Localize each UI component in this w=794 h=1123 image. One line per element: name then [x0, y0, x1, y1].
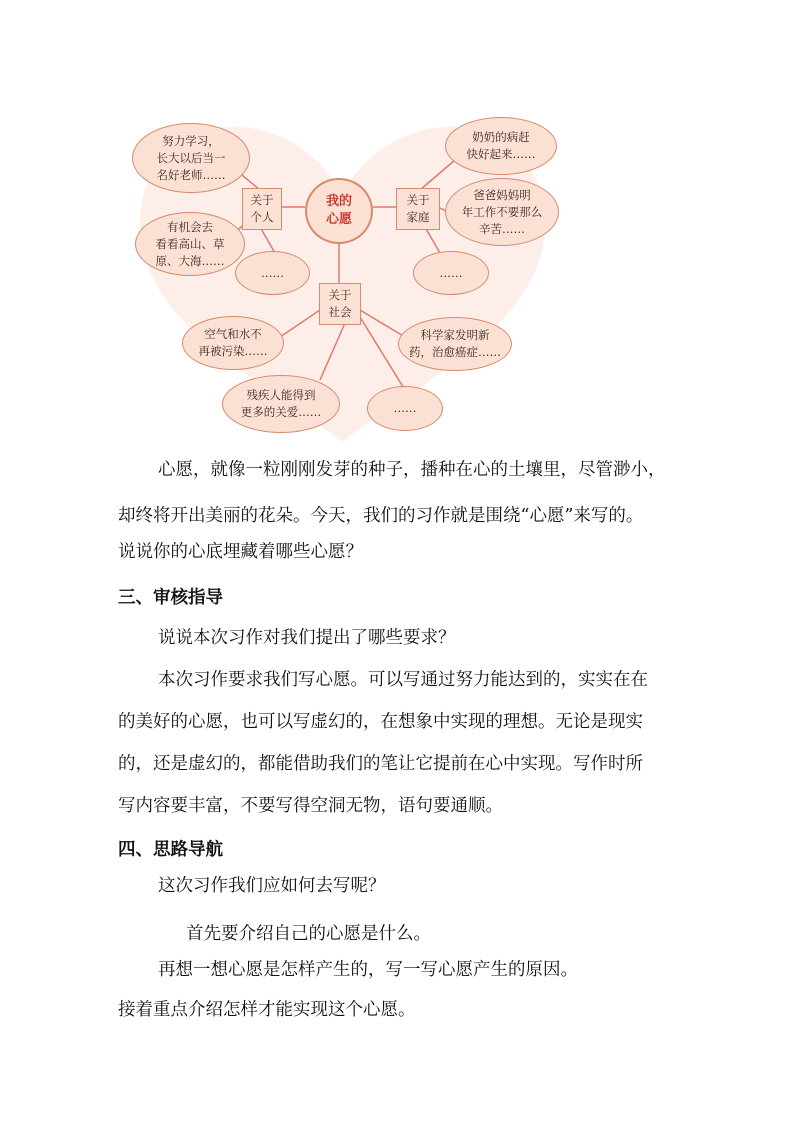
center-node: 我的 心愿 — [305, 178, 373, 244]
bubble-teacher: 努力学习， 长大以后当一 名好老师…… — [132, 123, 250, 193]
family-node: 关于 家庭 — [396, 188, 440, 230]
bubble-mountains: 有机会去 看看高山、草 原、大海…… — [135, 212, 245, 276]
bubble-personal-more: …… — [235, 251, 310, 295]
section-3-answer-2: 的美好的心愿，也可以写虚幻的，在想象中实现的理想。无论是现实 — [118, 712, 643, 732]
bubble-disabled: 残疾人能得到 更多的关爱…… — [222, 375, 340, 433]
bubble-scientist: 科学家发明新 药，治愈癌症…… — [398, 317, 512, 371]
section-3-answer-4: 写内容要丰富，不要写得空洞无物，语句要通顺。 — [118, 796, 503, 816]
intro-line-1: 心愿，就像一粒刚刚发芽的种子，播种在心的土壤里，尽管渺小， — [158, 460, 666, 480]
section-4-point-2: 再想一想心愿是怎样产生的，写一写心愿产生的原因。 — [158, 960, 578, 980]
section-3-question: 说说本次习作对我们提出了哪些要求？ — [158, 628, 456, 648]
section-3-heading: 三、审核指导 — [118, 588, 223, 608]
bubble-grandma: 奶奶的病赶 快好起来…… — [445, 117, 557, 175]
section-4-question: 这次习作我们应如何去写呢？ — [158, 876, 386, 896]
bubble-air: 空气和水不 再被污染…… — [182, 316, 284, 370]
society-node: 关于 社会 — [319, 283, 361, 325]
section-3-answer-3: 的，还是虚幻的，都能借助我们的笔让它提前在心中实现。写作时所 — [118, 754, 643, 774]
intro-line-3: 说说你的心底埋藏着哪些心愿？ — [118, 542, 363, 562]
section-4-heading: 四、思路导航 — [118, 840, 223, 860]
bubble-family-more: …… — [413, 251, 489, 295]
bubble-parents: 爸爸妈妈明 年工作不要那么 辛苦…… — [445, 178, 559, 246]
bubble-society-more: …… — [367, 386, 443, 431]
section-4-point-1: 首先要介绍自己的心愿是什么。 — [186, 924, 431, 944]
section-4-point-3: 接着重点介绍怎样才能实现这个心愿。 — [118, 1000, 416, 1020]
section-3-answer-1: 本次习作要求我们写心愿。可以写通过努力能达到的，实实在在 — [158, 670, 648, 690]
intro-line-2: 却终将开出美丽的花朵。今天，我们的习作就是围绕“心愿”来写的。 — [118, 506, 644, 526]
wish-mind-map — [120, 105, 565, 442]
personal-node: 关于 个人 — [242, 188, 282, 230]
